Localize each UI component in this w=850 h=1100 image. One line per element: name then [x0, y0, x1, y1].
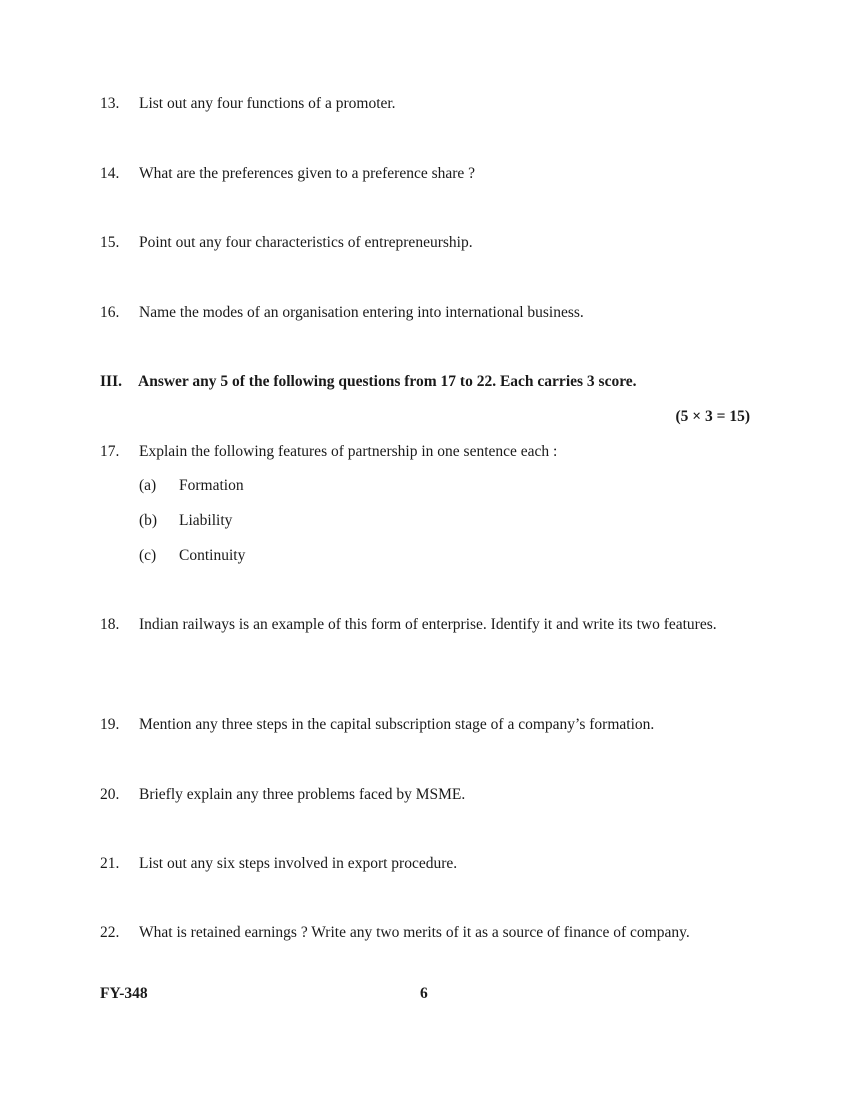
question-20 [100, 779, 720, 810]
page-number: 6 [420, 985, 428, 1002]
question-text: What is retained earnings ? Write any two merits of it as a source of finance of company. [139, 924, 690, 941]
question-number: 20. [100, 786, 120, 803]
question-text: Name the modes of an organisation entering into international business. [139, 304, 584, 321]
question-13 [100, 88, 720, 119]
question-21 [100, 848, 720, 879]
question-18 [100, 609, 720, 640]
question-text: Indian railways is an example of this form of enterprise. Identify it and write its two features. [139, 616, 717, 633]
question-14 [100, 158, 720, 189]
question-text: Point out any four characteristics of entrepreneurship. [139, 234, 473, 251]
question-number: 15. [100, 234, 120, 251]
question-text: List out any four functions of a promoter. [139, 95, 396, 112]
question-number: 21. [100, 855, 120, 872]
question-22 [100, 917, 720, 948]
sub-question-text: Formation [179, 477, 244, 494]
question-text: What are the preferences given to a preference share ? [139, 165, 476, 182]
sub-question-text: Continuity [179, 547, 246, 564]
sub-question-label: (b) [139, 512, 158, 529]
section-instruction: Answer any 5 of the following questions from 17 to 22. Each carries 3 score. [138, 373, 637, 390]
question-16 [100, 297, 720, 328]
sub-question-label: (a) [139, 477, 157, 494]
sub-question-text: Liability [179, 512, 233, 529]
question-text: Briefly explain any three problems faced by MSME. [139, 786, 466, 803]
section-number: III. [100, 373, 122, 390]
question-number: 17. [100, 443, 120, 460]
section-marks: (5 × 3 = 15) [675, 408, 750, 425]
question-text: Mention any three steps in the capital subscription stage of a company’s formation. [139, 716, 655, 733]
question-number: 19. [100, 716, 120, 733]
question-number: 22. [100, 924, 120, 941]
sub-question-label: (c) [139, 547, 157, 564]
question-text: Explain the following features of partnership in one sentence each : [139, 443, 558, 460]
question-19 [100, 709, 720, 740]
question-number: 16. [100, 304, 120, 321]
question-number: 14. [100, 165, 120, 182]
question-17 [100, 436, 720, 467]
paper-code: FY-348 [100, 985, 148, 1002]
question-15 [100, 227, 720, 258]
question-number: 13. [100, 95, 120, 112]
question-number: 18. [100, 616, 120, 633]
question-text: List out any six steps involved in export procedure. [139, 855, 458, 872]
